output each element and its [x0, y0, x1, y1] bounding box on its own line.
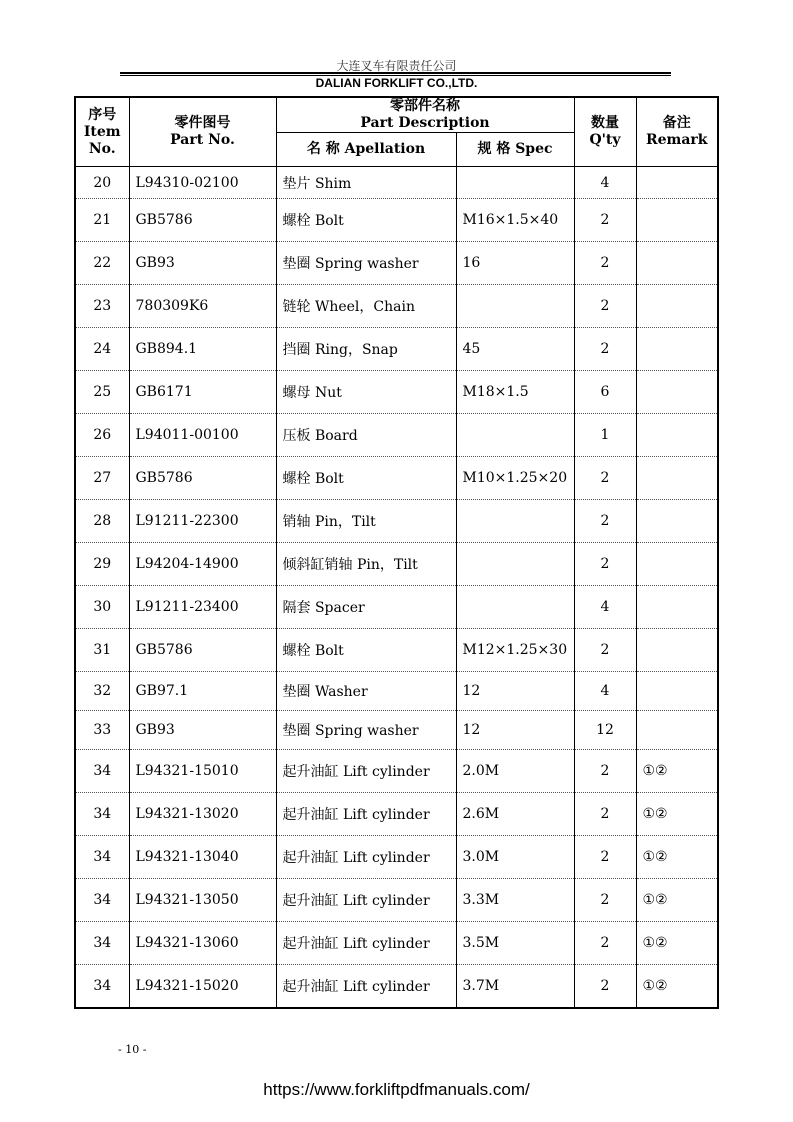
parts-table	[74, 96, 719, 1009]
header-desc-cn: 零部件名称	[390, 98, 460, 114]
table-row	[75, 285, 718, 328]
table-row	[75, 414, 718, 457]
spec-cell: M12×1.25×30	[456, 629, 574, 672]
spec-cell: 3.3M	[456, 879, 574, 922]
table-row	[75, 879, 718, 922]
remark-cell	[636, 242, 718, 285]
spec-cell: M16×1.5×40	[456, 199, 574, 242]
part-no-cell: L94321-13050	[129, 879, 276, 922]
header-qty-en: Q'ty	[589, 132, 621, 148]
part-no-cell: L94204-14900	[129, 543, 276, 586]
name-cell: 隔套 Spacer	[276, 586, 456, 629]
part-no-cell: L94321-13020	[129, 793, 276, 836]
header-spec: 规 格 Spec	[456, 133, 574, 167]
qty-cell: 2	[574, 879, 636, 922]
remark-cell	[636, 672, 718, 711]
parts-table-body	[75, 167, 718, 1008]
remark-cell: ①②	[636, 793, 718, 836]
qty-cell: 2	[574, 457, 636, 500]
remark-cell	[636, 285, 718, 328]
remark-cell	[636, 371, 718, 414]
qty-cell: 2	[574, 328, 636, 371]
name-cell: 起升油缸 Lift cylinder	[276, 879, 456, 922]
remark-cell: ①②	[636, 922, 718, 965]
part-no-cell: L91211-22300	[129, 500, 276, 543]
name-cell: 螺栓 Bolt	[276, 629, 456, 672]
table-row	[75, 629, 718, 672]
qty-cell: 6	[574, 371, 636, 414]
footer-url[interactable]: https://www.forkliftpdfmanuals.com/	[263, 1080, 530, 1099]
name-cell: 压板 Board	[276, 414, 456, 457]
qty-cell: 2	[574, 965, 636, 1008]
spec-cell: M18×1.5	[456, 371, 574, 414]
company-name-cn: 大连叉车有限责任公司	[336, 59, 457, 73]
table-row	[75, 586, 718, 629]
spec-cell: M10×1.25×20	[456, 457, 574, 500]
item-cell: 34	[75, 922, 129, 965]
spec-cell	[456, 586, 574, 629]
item-cell: 21	[75, 199, 129, 242]
remark-cell	[636, 500, 718, 543]
qty-cell: 2	[574, 836, 636, 879]
part-no-cell: GB6171	[129, 371, 276, 414]
table-row	[75, 457, 718, 500]
qty-cell: 2	[574, 543, 636, 586]
name-cell: 垫圈 Spring washer	[276, 711, 456, 750]
qty-cell: 2	[574, 629, 636, 672]
table-row	[75, 167, 718, 199]
spec-cell: 16	[456, 242, 574, 285]
part-no-cell: GB93	[129, 711, 276, 750]
header-part-no-en: Part No.	[170, 132, 235, 148]
item-cell: 20	[75, 167, 129, 199]
table-row	[75, 711, 718, 750]
qty-cell: 2	[574, 242, 636, 285]
qty-cell: 2	[574, 750, 636, 793]
part-no-cell: GB894.1	[129, 328, 276, 371]
header-item-no	[75, 97, 129, 167]
spec-cell	[456, 167, 574, 199]
remark-cell	[636, 167, 718, 199]
header-desc-en: Part Description	[360, 115, 490, 131]
remark-cell: ①②	[636, 750, 718, 793]
part-no-cell: L94321-13040	[129, 836, 276, 879]
part-no-cell: L91211-23400	[129, 586, 276, 629]
table-row	[75, 836, 718, 879]
spec-cell: 2.0M	[456, 750, 574, 793]
name-cell: 链轮 Wheel，Chain	[276, 285, 456, 328]
part-no-cell: L94321-13060	[129, 922, 276, 965]
header-part-no-cn: 零件图号	[174, 115, 231, 131]
item-cell: 24	[75, 328, 129, 371]
qty-cell: 2	[574, 793, 636, 836]
part-no-cell: L94310-02100	[129, 167, 276, 199]
name-cell: 垫圈 Washer	[276, 672, 456, 711]
qty-cell: 4	[574, 586, 636, 629]
name-cell: 螺栓 Bolt	[276, 457, 456, 500]
header-remark	[636, 97, 718, 167]
remark-cell	[636, 543, 718, 586]
spec-cell: 12	[456, 672, 574, 711]
header-remark-cn: 备注	[662, 115, 691, 131]
item-cell: 31	[75, 629, 129, 672]
part-no-cell: L94321-15010	[129, 750, 276, 793]
header-qty-cn: 数量	[591, 115, 619, 131]
item-cell: 29	[75, 543, 129, 586]
item-cell: 25	[75, 371, 129, 414]
header-remark-en: Remark	[645, 132, 708, 148]
item-cell: 26	[75, 414, 129, 457]
table-row	[75, 922, 718, 965]
parts-table-header	[75, 97, 718, 167]
table-row	[75, 328, 718, 371]
spec-cell	[456, 285, 574, 328]
qty-cell: 12	[574, 711, 636, 750]
name-cell: 垫片 Shim	[276, 167, 456, 199]
company-name-en: DALIAN FORKLIFT CO.,LTD.	[315, 76, 478, 90]
qty-cell: 2	[574, 199, 636, 242]
remark-cell	[636, 629, 718, 672]
name-cell: 起升油缸 Lift cylinder	[276, 922, 456, 965]
item-cell: 34	[75, 836, 129, 879]
part-no-cell: GB97.1	[129, 672, 276, 711]
part-no-cell: GB5786	[129, 199, 276, 242]
part-no-cell: GB93	[129, 242, 276, 285]
item-cell: 34	[75, 879, 129, 922]
part-no-cell: L94321-15020	[129, 965, 276, 1008]
table-row	[75, 371, 718, 414]
name-cell: 垫圈 Spring washer	[276, 242, 456, 285]
remark-cell	[636, 328, 718, 371]
item-cell: 34	[75, 750, 129, 793]
remark-cell: ①②	[636, 836, 718, 879]
remark-cell	[636, 414, 718, 457]
table-row	[75, 965, 718, 1008]
table-row	[75, 500, 718, 543]
name-cell: 螺母 Nut	[276, 371, 456, 414]
remark-cell	[636, 711, 718, 750]
table-row	[75, 750, 718, 793]
name-cell: 起升油缸 Lift cylinder	[276, 750, 456, 793]
header-part-no	[129, 97, 276, 167]
remark-cell: ①②	[636, 879, 718, 922]
header-item-en2: No.	[88, 140, 116, 157]
table-row	[75, 543, 718, 586]
header-apellation: 名 称 Apellation	[276, 133, 456, 167]
part-no-cell: GB5786	[129, 629, 276, 672]
header-item-cn: 序号	[88, 106, 117, 123]
item-cell: 23	[75, 285, 129, 328]
item-cell: 27	[75, 457, 129, 500]
name-cell: 倾斜缸销轴 Pin，Tilt	[276, 543, 456, 586]
header-qty	[574, 97, 636, 167]
qty-cell: 4	[574, 672, 636, 711]
item-cell: 22	[75, 242, 129, 285]
qty-cell: 1	[574, 414, 636, 457]
spec-cell: 45	[456, 328, 574, 371]
qty-cell: 2	[574, 500, 636, 543]
item-cell: 28	[75, 500, 129, 543]
name-cell: 螺栓 Bolt	[276, 199, 456, 242]
item-cell: 30	[75, 586, 129, 629]
item-cell: 33	[75, 711, 129, 750]
spec-cell: 3.7M	[456, 965, 574, 1008]
header-item-en1: Item	[83, 123, 121, 140]
item-cell: 34	[75, 793, 129, 836]
spec-cell: 3.0M	[456, 836, 574, 879]
part-no-cell: L94011-00100	[129, 414, 276, 457]
remark-cell: ①②	[636, 965, 718, 1008]
spec-cell	[456, 414, 574, 457]
name-cell: 挡圈 Ring，Snap	[276, 328, 456, 371]
spec-cell	[456, 500, 574, 543]
header-part-description	[276, 97, 574, 133]
name-cell: 起升油缸 Lift cylinder	[276, 793, 456, 836]
part-no-cell: GB5786	[129, 457, 276, 500]
name-cell: 起升油缸 Lift cylinder	[276, 836, 456, 879]
remark-cell	[636, 457, 718, 500]
header-rule-thick	[120, 72, 671, 74]
table-row	[75, 793, 718, 836]
name-cell: 销轴 Pin，Tilt	[276, 500, 456, 543]
spec-cell: 12	[456, 711, 574, 750]
part-no-cell: 780309K6	[129, 285, 276, 328]
item-cell: 34	[75, 965, 129, 1008]
remark-cell	[636, 586, 718, 629]
table-row	[75, 199, 718, 242]
spec-cell: 2.6M	[456, 793, 574, 836]
table-row	[75, 672, 718, 711]
item-cell: 32	[75, 672, 129, 711]
spec-cell	[456, 543, 574, 586]
table-row	[75, 242, 718, 285]
remark-cell	[636, 199, 718, 242]
qty-cell: 2	[574, 922, 636, 965]
qty-cell: 2	[574, 285, 636, 328]
qty-cell: 4	[574, 167, 636, 199]
name-cell: 起升油缸 Lift cylinder	[276, 965, 456, 1008]
spec-cell: 3.5M	[456, 922, 574, 965]
page-number: - 10 -	[118, 1043, 147, 1056]
